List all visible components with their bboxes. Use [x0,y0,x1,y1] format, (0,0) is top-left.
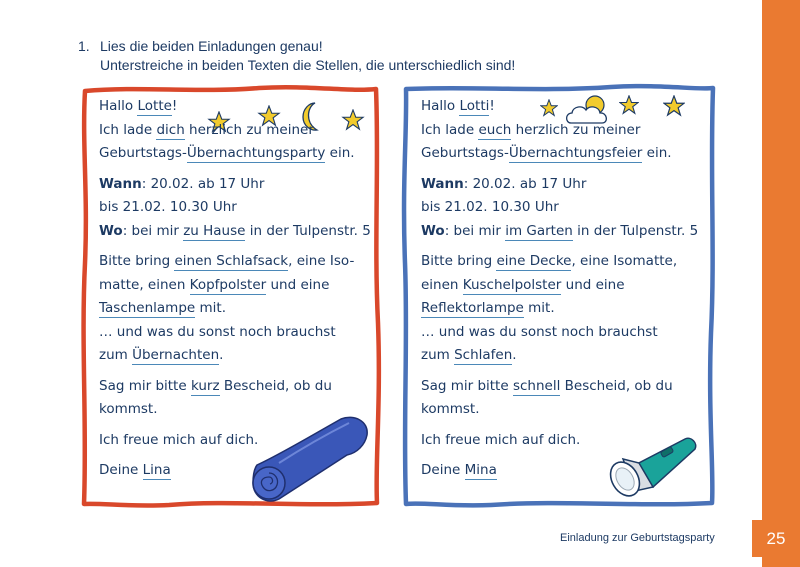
reply-line-1 [99,375,379,399]
bring-text: Bitte bring [99,253,175,269]
joy-line: Ich freue mich auf dich. [99,431,259,448]
until-line: bis 21.02. 10.30 Uhr [99,199,237,215]
bring-text: Bitte bring [421,253,497,269]
event-text: ein. [325,145,355,161]
where-place: zu Hause [183,222,246,239]
bring-text: , eine Iso- [288,253,355,269]
else-word: Übernachten [132,347,220,363]
reply-line-2: kommst. [99,401,158,417]
where-line [99,220,379,244]
reply-word: schnell [512,377,561,394]
where-label: Wo [99,222,123,239]
pronoun: euch [478,121,512,138]
event-word: Übernachtungsfeier [508,145,643,161]
joy-line: Ich freue mich auf dich. [421,431,581,448]
when-line [421,173,701,197]
bring-text: , eine Isomatte, [571,253,678,269]
else-line-1: … und was du sonst noch brauchst [99,323,336,340]
reply-text: Sag mir bitte [421,377,513,394]
sender-name: Mina [464,462,497,478]
event-line [99,142,379,166]
event-text: Geburtstags- [99,145,187,161]
footer-label: Einladung zur Geburtstagsparty [560,532,715,544]
sender-name: Lina [142,462,171,478]
bring-text: und eine [561,276,625,293]
invitation-card-lotte [79,83,382,509]
bring-line-2 [421,274,701,298]
when-value: : 20.02. ab 17 Uhr [141,175,265,192]
bring-line-3 [99,297,379,321]
bring-item: Kopfpolster [189,276,267,293]
bring-text: mit. [195,300,226,316]
where-line [421,220,701,244]
where-text: : bei mir [444,222,506,239]
bring-line-2 [99,274,379,298]
bring-item: Taschenlampe [99,300,196,316]
invite-text: Ich lade [99,121,157,138]
greeting-text: Hallo [421,98,460,114]
else-word: Schlafen [454,347,513,363]
else-line-1: … und was du sonst noch brauchst [421,323,658,340]
greeting-text: Hallo [99,98,138,114]
reply-line-1 [421,375,701,399]
event-line [421,142,701,166]
else-line-2 [421,344,701,368]
else-text: zum [99,347,133,363]
reply-line-2: kommst. [421,401,480,417]
bring-text: einen [421,276,463,293]
task-instruction [78,37,515,75]
greeting-end: ! [171,98,178,114]
bring-item: Kuschelpolster [462,276,562,293]
greeting-end: ! [489,98,495,114]
else-text: . [512,347,517,363]
card-text [99,95,379,483]
when-label: Wann [421,175,464,192]
bring-text: und eine [266,276,330,293]
bring-text: mit. [523,300,555,316]
reply-text: Sag mir bitte [99,377,191,394]
invite-line [421,119,701,143]
recipient-name: Lotte [137,98,172,114]
event-text: Geburtstags- [421,145,509,161]
bring-text: matte, einen [99,276,190,293]
page-number: 25 [752,520,800,557]
where-text: in der Tulpenstr. 5 [572,222,699,239]
reply-text: Bescheid, ob du [560,377,673,394]
else-line-2 [99,344,379,368]
else-text: zum [421,347,455,363]
task-number: 1. [78,38,90,54]
when-label: Wann [99,175,142,192]
greeting-line [99,95,379,119]
reply-text: Bescheid, ob du [219,377,332,394]
where-text: : bei mir [122,222,184,239]
task-line-2: Unterstreiche in beiden Texten die Stellen, die unterschiedlich sind! [100,57,516,73]
greeting-line [421,95,701,119]
else-text: . [219,347,224,363]
orange-side-strip [762,0,800,567]
when-line [99,173,379,197]
event-text: ein. [642,145,672,161]
invitation-card-lotti [401,83,704,509]
where-text: in der Tulpenstr. 5 [245,222,371,239]
until-line: bis 21.02. 10.30 Uhr [421,199,559,215]
bring-line-1 [421,250,701,274]
invite-text: herzlich zu meiner [511,121,641,138]
recipient-name: Lotti [459,98,490,114]
event-word: Übernachtungsparty [186,145,326,161]
pronoun: dich [156,121,185,138]
where-place: im Garten [505,222,573,239]
when-value: : 20.02. ab 17 Uhr [463,175,587,192]
task-line-1: Lies die beiden Einladungen genau! [100,38,323,54]
bring-item: Reflektorlampe [421,300,524,316]
invite-text: Ich lade [421,121,479,138]
signature-line [421,459,701,483]
invite-text: herzlich zu meiner [184,121,314,138]
bring-line-1 [99,250,379,274]
bring-item: eine Decke [496,253,572,269]
signature-line [99,459,379,483]
signature-text: Deine [421,462,465,478]
reply-word: kurz [190,377,220,394]
signature-text: Deine [99,462,143,478]
invite-line [99,119,379,143]
bring-item: einen Schlafsack [174,253,289,269]
card-text [421,95,701,483]
where-label: Wo [421,222,445,239]
bring-line-3 [421,297,701,321]
